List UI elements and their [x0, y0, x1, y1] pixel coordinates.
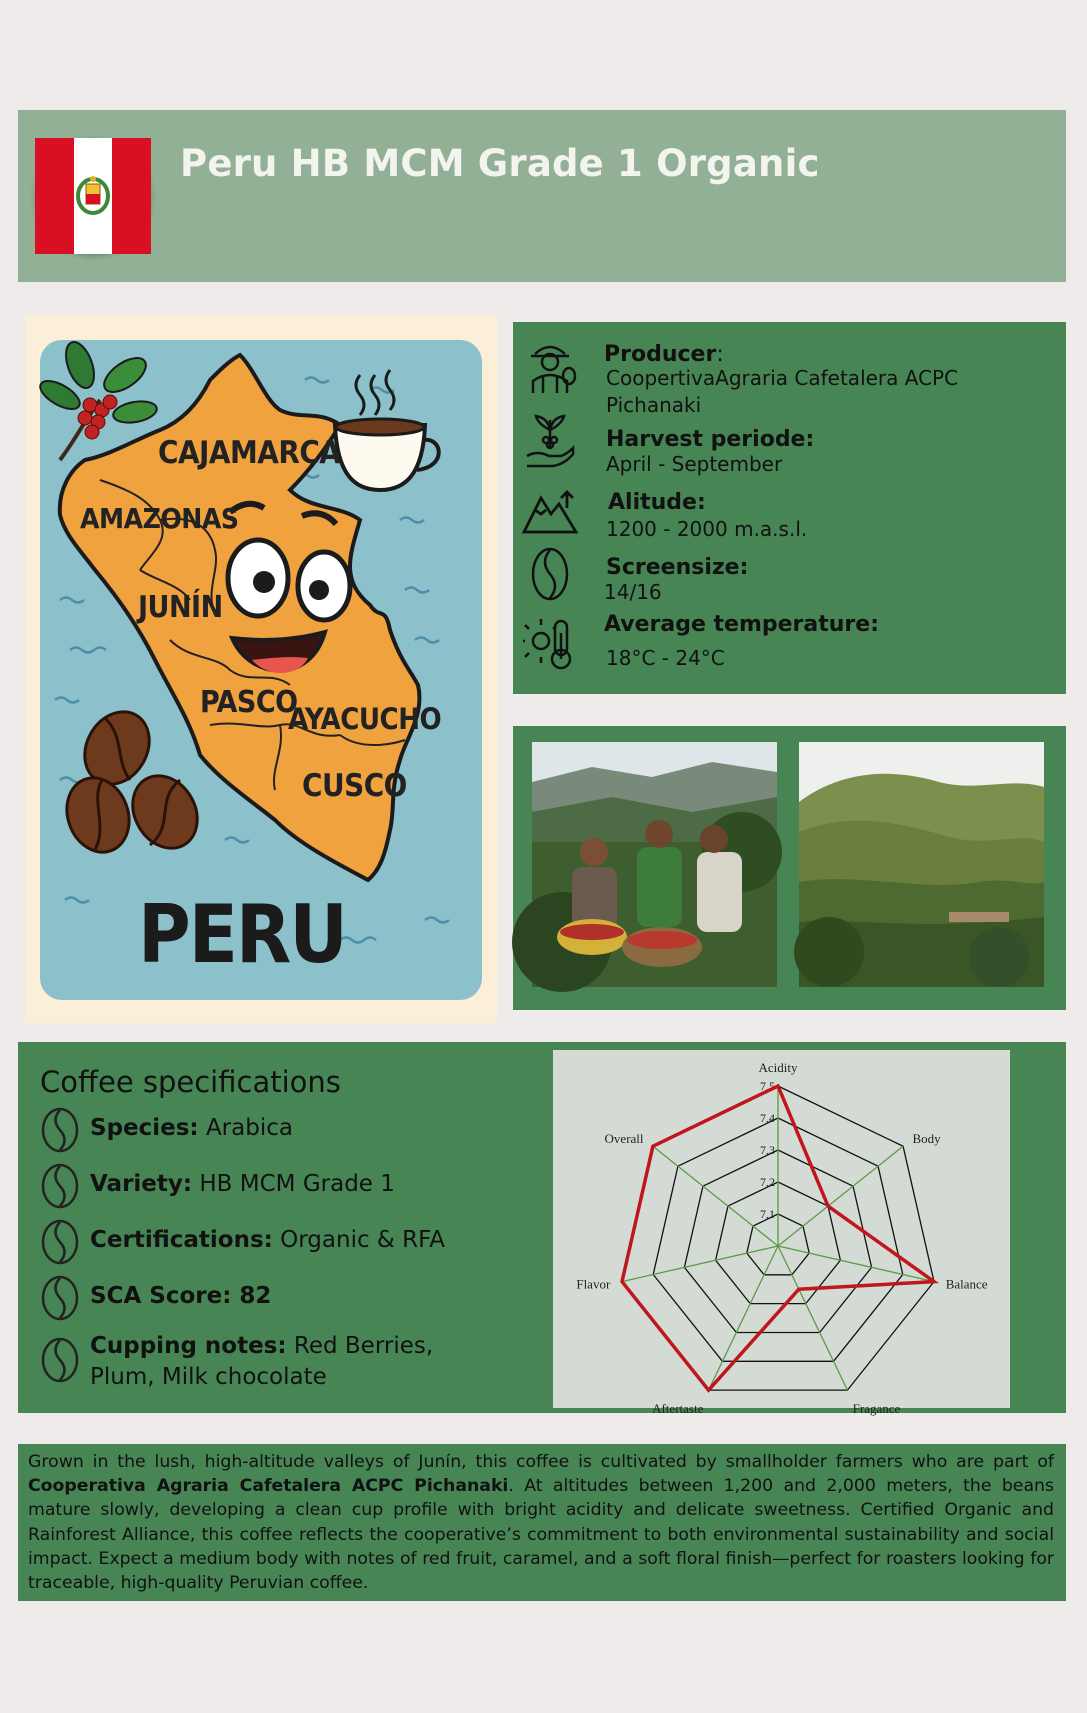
description-text: [28, 1450, 1054, 1595]
temperature-label: Average temperature:: [604, 612, 879, 637]
radar-spoke: [778, 1246, 847, 1390]
species-label: Species:: [90, 1115, 199, 1141]
description-part1: Grown in the lush, high-altitude valleys of Junín, this coffee is cultivated by smallholder farmers who are part of: [28, 1452, 1054, 1472]
peru-map-illustration: [40, 340, 482, 1000]
region-label-pasco: PASCO: [200, 685, 298, 720]
region-label-junin: JUNÍN: [138, 590, 223, 625]
radar-axis-label: Flavor: [576, 1276, 611, 1292]
radar-tick-label: 7,1: [760, 1207, 775, 1221]
coffee-bean-icon: [40, 1107, 80, 1153]
spec-species: [40, 1107, 293, 1153]
region-label-amazonas: AMAZONAS: [80, 502, 239, 535]
radar-tick-label: 7,3: [760, 1143, 775, 1157]
radar-axis-label: Fragance: [852, 1400, 901, 1416]
coffee-bean-icon: [40, 1219, 80, 1265]
description-part2: . At altitudes between 1,200 and 2,000 meters, the beans mature slowly, developing a clean cup profile with bright acidity and delicate sweetness. Certified Organic and Rainforest Alliance, this coffee reflects the cooperative’s commitment to both environmental sustainability and social impact. Expect a medium body with notes of red fruit, caramel, and a soft floral finish—perfect for roasters looking for traceable, high-quality Peruvian coffee.: [28, 1476, 1054, 1594]
radar-tick-label: 7,2: [760, 1175, 775, 1189]
producer-value-line1: CoopertivaAgraria Cafetalera ACPC: [606, 366, 959, 390]
certifications-value: Organic & RFA: [272, 1227, 446, 1253]
radar-axis-label: Balance: [945, 1276, 988, 1292]
sun-thermometer-icon: [521, 613, 579, 671]
cupping-notes-label: Cupping notes:: [90, 1333, 287, 1359]
map-country-label: PERU: [138, 888, 346, 981]
producer-value-line2: Pichanaki: [606, 393, 702, 417]
spec-cupping-notes: [40, 1331, 433, 1393]
radar-tick-label: 7,5: [760, 1079, 775, 1093]
specs-title: Coffee specifications: [40, 1065, 341, 1099]
region-label-ayacucho: AYACUCHO: [288, 702, 442, 736]
header-bar: [18, 110, 1066, 282]
variety-value: HB MCM Grade 1: [192, 1171, 395, 1197]
screensize-label: Screensize:: [606, 555, 749, 580]
harvest-value: April - September: [606, 452, 783, 476]
coffee-bean-icon: [521, 545, 579, 603]
temperature-value: 18°C - 24°C: [606, 646, 725, 670]
radar-axis-label: Overall: [604, 1130, 644, 1146]
species-value: Arabica: [198, 1115, 293, 1141]
region-label-cajamarca: CAJAMARCA: [158, 435, 341, 471]
cupping-notes-value-2: Plum, Milk chocolate: [90, 1364, 327, 1390]
cupping-notes-value-1: Red Berries,: [286, 1333, 434, 1359]
coffee-bean-icon: [40, 1275, 80, 1321]
spec-certifications: [40, 1219, 445, 1265]
peru-flag-icon: [35, 138, 151, 254]
radar-axis-label: Aftertaste: [652, 1400, 704, 1416]
radar-axis-label: Body: [912, 1130, 941, 1146]
coffee-bean-icon: [40, 1163, 80, 1209]
description-cooperative-name: Cooperativa Agraria Cafetalera ACPC Pichanaki: [28, 1476, 509, 1497]
spec-variety: [40, 1163, 395, 1209]
coffee-farm-landscape-photo: [799, 742, 1044, 987]
radar-axis-label: Acidity: [758, 1060, 798, 1075]
altitude-value: 1200 - 2000 m.a.s.l.: [606, 517, 808, 541]
screensize-value: 14/16: [604, 580, 662, 604]
producer-label: Producer:: [604, 342, 724, 367]
spec-sca-score: [40, 1275, 271, 1321]
altitude-label: Alitude:: [608, 490, 706, 515]
radar-tick-label: 7,4: [760, 1111, 775, 1125]
region-label-cusco: CUSCO: [302, 768, 407, 804]
harvest-label: Harvest periode:: [606, 427, 815, 452]
plant-hand-icon: [521, 412, 579, 470]
mountain-icon: [521, 482, 579, 540]
page-title: Peru HB MCM Grade 1 Organic: [180, 142, 820, 185]
radar-chart-svg: [553, 1050, 1010, 1416]
cupping-radar-chart: [553, 1050, 1010, 1416]
radar-spoke: [709, 1246, 778, 1390]
sca-score-label: SCA Score: 82: [90, 1283, 272, 1309]
variety-label: Variety:: [90, 1171, 193, 1197]
certifications-label: Certifications:: [90, 1227, 273, 1253]
coffee-bean-icon: [40, 1337, 80, 1383]
farmers-photo: [532, 742, 777, 987]
farmer-icon: [521, 338, 579, 396]
